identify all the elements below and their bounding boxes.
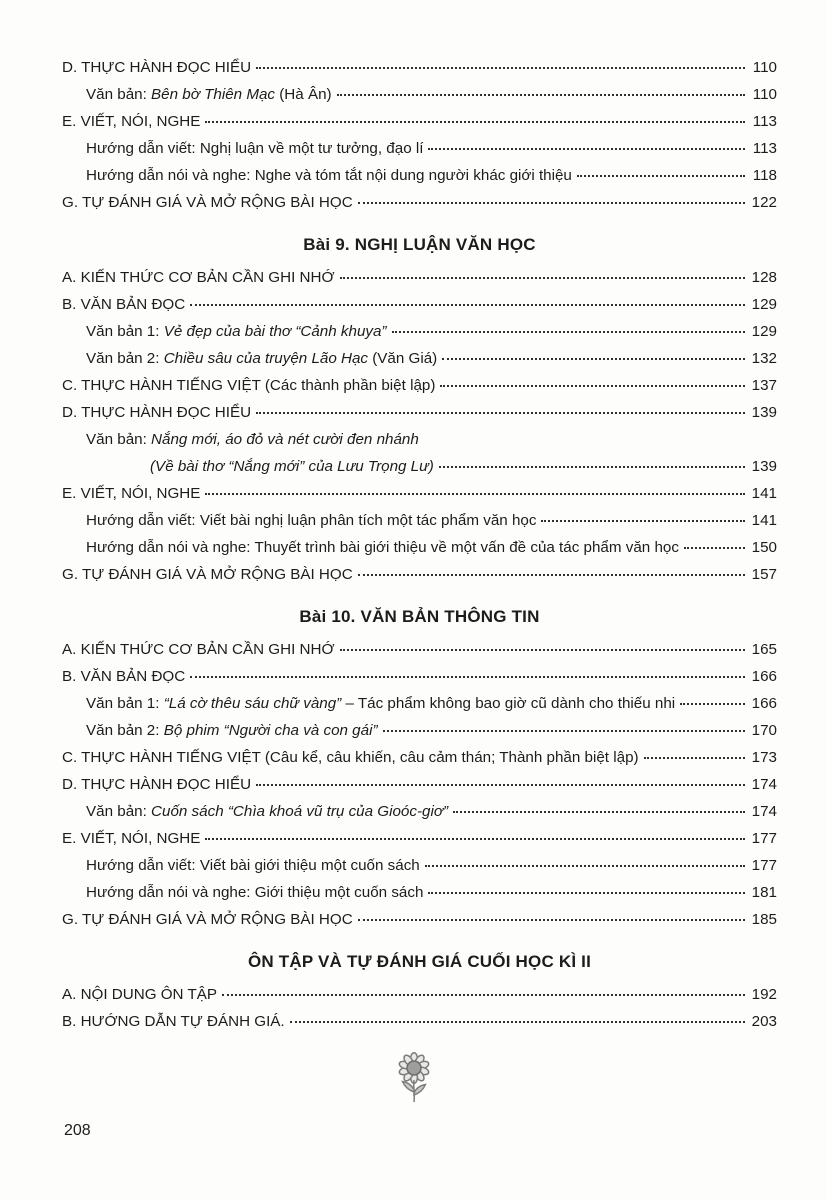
toc-entry-text: Văn bản 1: “Lá cờ thêu sáu chữ vàng” – Tác phẩm không bao giờ cũ dành cho thiếu nhi — [86, 695, 676, 712]
dotted-leader — [256, 67, 745, 69]
dotted-leader — [205, 493, 745, 495]
toc-entry-page: 141 — [751, 512, 777, 529]
dotted-leader — [340, 277, 746, 279]
dotted-leader — [684, 547, 745, 549]
dotted-leader — [453, 811, 745, 813]
toc-entry-text: Văn bản 2: Bộ phim “Người cha và con gái” — [86, 722, 378, 739]
toc-entry-page: 166 — [751, 695, 777, 712]
toc-entry-text: Hướng dẫn nói và nghe: Thuyết trình bài giới thiệu về một vấn đề của tác phẩm văn học — [86, 539, 679, 556]
dotted-leader — [439, 466, 745, 468]
toc-entry-page: 177 — [751, 857, 777, 874]
toc-entry — [62, 690, 777, 717]
toc-entry-page: 181 — [751, 884, 777, 901]
toc-entry-text: Hướng dẫn viết: Viết bài nghị luận phân tích một tác phẩm văn học — [86, 512, 537, 529]
toc-entry — [62, 81, 777, 108]
toc-entry-text: Văn bản 2: Chiều sâu của truyện Lão Hạc (Văn Giá) — [86, 350, 438, 367]
section-heading: ÔN TẬP VÀ TỰ ĐÁNH GIÁ CUỐI HỌC KÌ II — [247, 952, 592, 971]
section-heading: Bài 9. NGHỊ LUẬN VĂN HỌC — [303, 235, 536, 254]
toc-entry — [62, 453, 777, 480]
page-number: 208 — [64, 1122, 91, 1139]
dotted-leader — [428, 148, 745, 150]
toc-entry-page: 174 — [751, 776, 777, 793]
toc-entry — [62, 561, 777, 588]
toc-entry-page: 165 — [751, 641, 777, 658]
toc-entry-page: 132 — [751, 350, 777, 367]
toc-entry — [62, 717, 777, 744]
dotted-leader — [290, 1021, 745, 1023]
toc-entry-text: E. VIẾT, NÓI, NGHE — [62, 485, 201, 502]
toc-entry — [62, 426, 777, 453]
toc-entry-text: Hướng dẫn nói và nghe: Giới thiệu một cuốn sách — [86, 884, 424, 901]
toc-entry-page: 128 — [751, 269, 777, 286]
flower-ornament — [0, 1052, 827, 1111]
dotted-leader — [392, 331, 746, 333]
toc-entry-text: E. VIẾT, NÓI, NGHE — [62, 113, 201, 130]
toc-entry-page: 174 — [751, 803, 777, 820]
toc-entry — [62, 264, 777, 291]
toc-entry-text: Văn bản: Cuốn sách “Chìa khoá vũ trụ của Gioóc-giơ” — [86, 803, 449, 820]
toc-entry-page: 137 — [751, 377, 777, 394]
toc-entry-text: Văn bản: Nắng mới, áo đỏ và nét cười đen nhánh — [86, 431, 419, 448]
toc-entry-text: Hướng dẫn nói và nghe: Nghe và tóm tắt nội dung người khác giới thiệu — [86, 167, 572, 184]
dotted-leader — [190, 676, 745, 678]
dotted-leader — [256, 412, 745, 414]
toc-entry — [62, 345, 777, 372]
dotted-leader — [205, 121, 745, 123]
toc-entry-text: C. THỰC HÀNH TIẾNG VIỆT (Các thành phần biệt lập) — [62, 377, 436, 394]
dotted-leader — [358, 919, 745, 921]
toc-entry-page: 113 — [752, 140, 777, 157]
toc-entry-page: 118 — [752, 167, 777, 184]
toc-entry — [62, 879, 777, 906]
toc-entry-page: 150 — [751, 539, 777, 556]
toc-entry — [62, 852, 777, 879]
toc-entry-text: B. VĂN BẢN ĐỌC — [62, 668, 186, 685]
toc-entry-text: Hướng dẫn viết: Nghị luận về một tư tưởng, đạo lí — [86, 140, 424, 157]
toc-entry — [62, 372, 777, 399]
toc-entry-page: 157 — [751, 566, 777, 583]
dotted-leader — [383, 730, 745, 732]
toc-entry-page: 185 — [751, 911, 777, 928]
toc-entry — [62, 663, 777, 690]
toc-entry-page: 110 — [752, 59, 777, 76]
toc-entry-page: 192 — [751, 986, 777, 1003]
toc-entry — [62, 480, 777, 507]
toc-entry — [62, 1008, 777, 1035]
toc-entry-text: G. TỰ ĐÁNH GIÁ VÀ MỞ RỘNG BÀI HỌC — [62, 911, 353, 928]
toc-entry-text: C. THỰC HÀNH TIẾNG VIỆT (Câu kể, câu khiến, câu cảm thán; Thành phần biệt lập) — [62, 749, 639, 766]
toc-entry — [62, 318, 777, 345]
dotted-leader — [190, 304, 745, 306]
toc-entry — [62, 906, 777, 933]
toc-entry — [62, 825, 777, 852]
toc-entry-page: 173 — [751, 749, 777, 766]
dotted-leader — [440, 385, 745, 387]
dotted-leader — [577, 175, 745, 177]
toc-entry-text: G. TỰ ĐÁNH GIÁ VÀ MỞ RỘNG BÀI HỌC — [62, 566, 353, 583]
toc-entry-text: A. KIẾN THỨC CƠ BẢN CẦN GHI NHỚ — [62, 641, 335, 658]
section-heading: Bài 10. VĂN BẢN THÔNG TIN — [299, 607, 540, 626]
toc-entry-text: A. KIẾN THỨC CƠ BẢN CẦN GHI NHỚ — [62, 269, 335, 286]
toc-entry-page: 113 — [752, 113, 777, 130]
dotted-leader — [358, 574, 745, 576]
toc-entry-page: 141 — [751, 485, 777, 502]
toc-entry-text: Văn bản: Bên bờ Thiên Mạc (Hà Ân) — [86, 86, 332, 103]
dotted-leader — [256, 784, 745, 786]
toc-entry — [62, 108, 777, 135]
dotted-leader — [428, 892, 745, 894]
toc-entry-text: E. VIẾT, NÓI, NGHE — [62, 830, 201, 847]
toc-entry-page: 203 — [751, 1013, 777, 1030]
toc-entry-text: D. THỰC HÀNH ĐỌC HIỂU — [62, 404, 252, 421]
toc-entry — [62, 54, 777, 81]
toc-entry — [62, 162, 777, 189]
toc-entry — [62, 534, 777, 561]
toc-entry-page: 177 — [751, 830, 777, 847]
dotted-leader — [680, 703, 745, 705]
dotted-leader — [442, 358, 745, 360]
toc-entry-page: 110 — [752, 86, 777, 103]
toc-entry — [62, 189, 777, 216]
dotted-leader — [222, 994, 745, 996]
toc-entry — [62, 798, 777, 825]
dotted-leader — [541, 520, 745, 522]
dotted-leader — [358, 202, 745, 204]
toc-entry-text: B. HƯỚNG DẪN TỰ ĐÁNH GIÁ. — [62, 1013, 285, 1030]
toc-entry-page: 166 — [751, 668, 777, 685]
dotted-leader — [644, 757, 745, 759]
toc-entry-text: B. VĂN BẢN ĐỌC — [62, 296, 186, 313]
toc-entry — [62, 507, 777, 534]
toc-entry — [62, 744, 777, 771]
toc-entry — [62, 291, 777, 318]
toc-entry-page: 170 — [751, 722, 777, 739]
flower-icon — [392, 1052, 436, 1106]
toc-entry-text: D. THỰC HÀNH ĐỌC HIỂU — [62, 776, 252, 793]
toc-entry — [62, 636, 777, 663]
toc-entry-page: 129 — [751, 296, 777, 313]
toc-entry-page: 122 — [751, 194, 777, 211]
toc-entry-text: Văn bản 1: Vẻ đẹp của bài thơ “Cảnh khuya” — [86, 323, 387, 340]
toc-entry-text: Hướng dẫn viết: Viết bài giới thiệu một cuốn sách — [86, 857, 420, 874]
toc-entry-text: A. NỘI DUNG ÔN TẬP — [62, 986, 217, 1003]
dotted-leader — [340, 649, 746, 651]
toc-entry-text: (Về bài thơ “Nắng mới” của Lưu Trọng Lư) — [150, 458, 434, 475]
dotted-leader — [337, 94, 745, 96]
toc-entry — [62, 981, 777, 1008]
toc-entry-text: G. TỰ ĐÁNH GIÁ VÀ MỞ RỘNG BÀI HỌC — [62, 194, 353, 211]
toc-entry-page: 139 — [751, 404, 777, 421]
toc-entry-page: 129 — [751, 323, 777, 340]
dotted-leader — [425, 865, 745, 867]
toc-entry-text: D. THỰC HÀNH ĐỌC HIỂU — [62, 59, 252, 76]
toc-entry — [62, 135, 777, 162]
toc-entry-page: 139 — [751, 458, 777, 475]
toc-entry — [62, 399, 777, 426]
dotted-leader — [205, 838, 745, 840]
toc-entry — [62, 771, 777, 798]
